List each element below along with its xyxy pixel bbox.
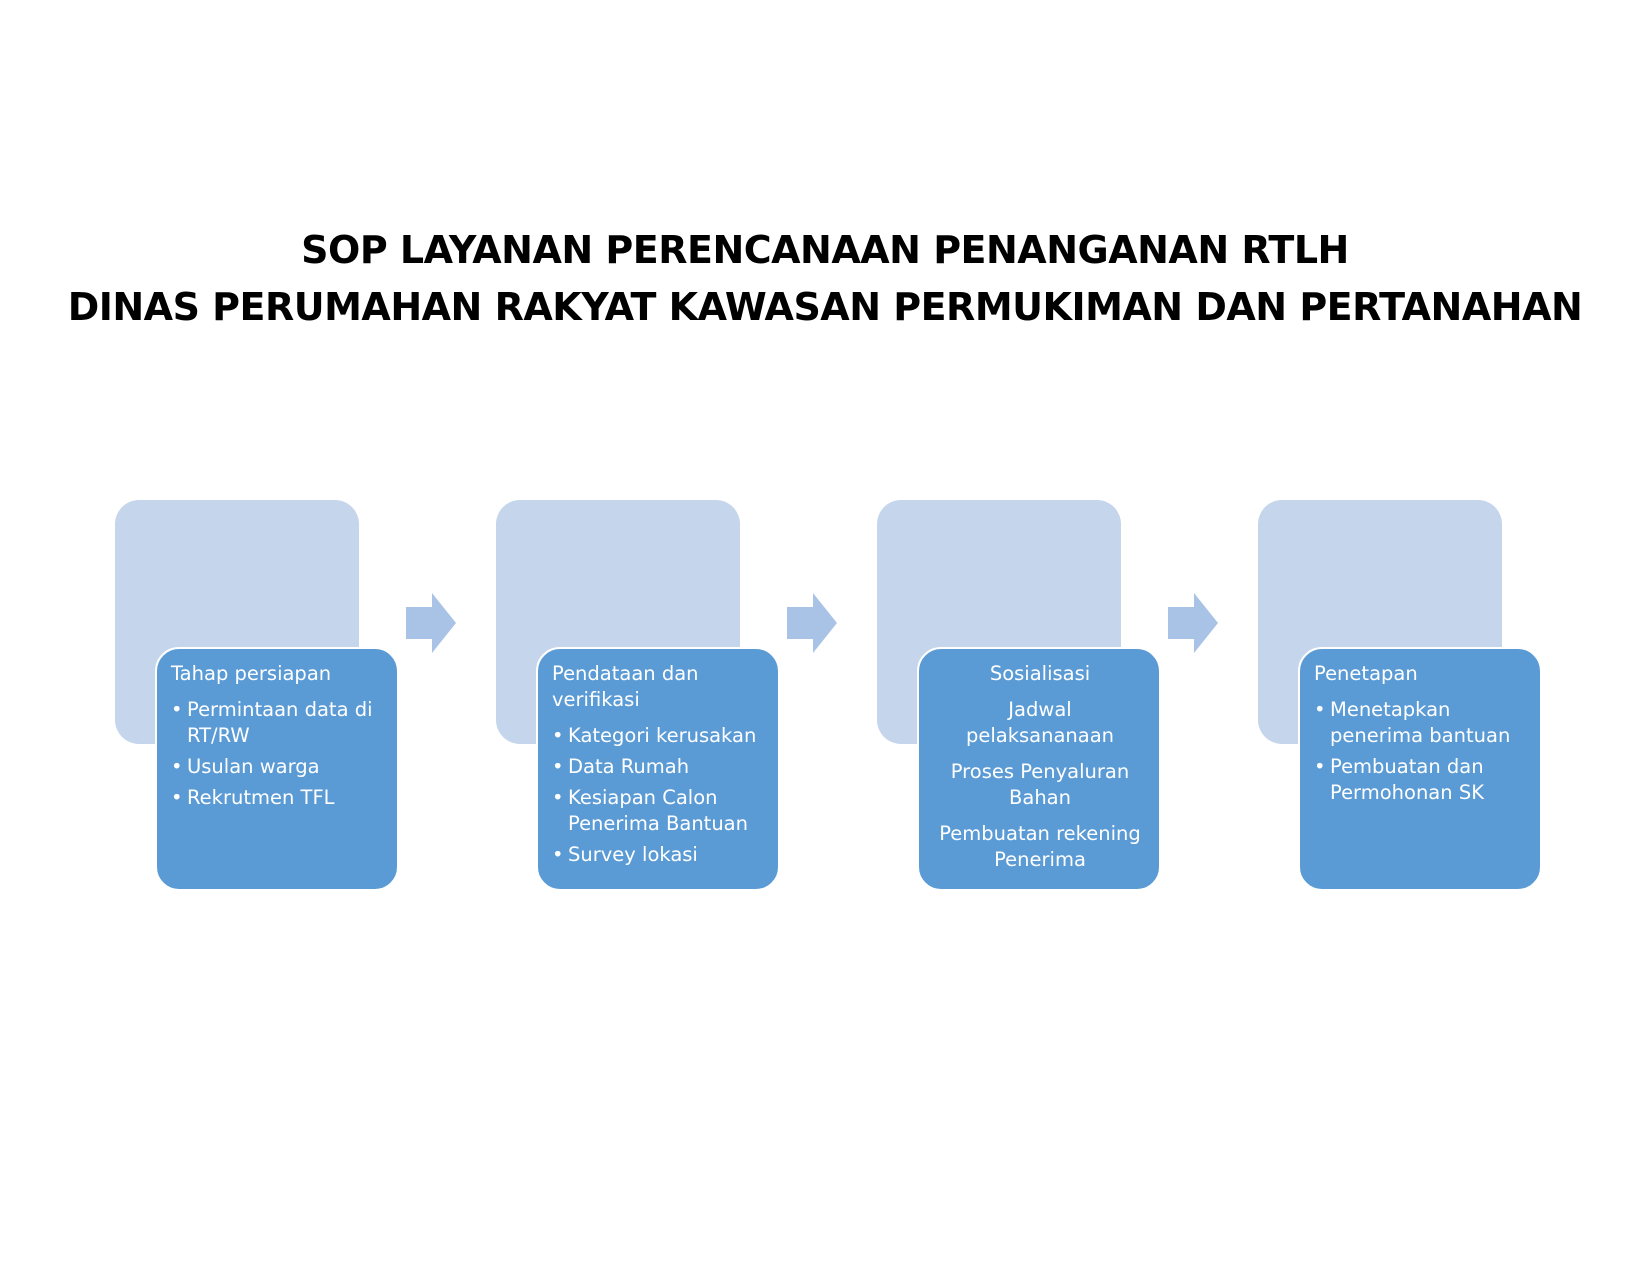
step-4-item: • Menetapkan penerima bantuan xyxy=(1314,697,1528,749)
step-4-item: • Pembuatan dan Permohonan SK xyxy=(1314,754,1528,806)
diagram-title-line-1: SOP LAYANAN PERENCANAAN PENANGANAN RTLH xyxy=(301,228,1349,272)
step-2-list xyxy=(552,723,766,868)
step-3-heading: Sosialisasi xyxy=(989,662,1091,685)
process-step-1 xyxy=(115,500,515,895)
step-1-card xyxy=(155,647,399,891)
step-4-heading: Penetapan xyxy=(1314,662,1418,685)
step-1-item: • Usulan warga xyxy=(171,754,385,780)
step-1-item: • Rekrutmen TFL xyxy=(171,785,385,811)
process-step-2 xyxy=(496,500,896,895)
step-1-heading: Tahap persiapan xyxy=(171,662,332,685)
arrow-right-icon xyxy=(787,593,837,653)
step-3-list xyxy=(933,697,1147,873)
process-step-4 xyxy=(1258,500,1650,895)
arrow-right-icon xyxy=(406,593,456,653)
step-2-item: • Data Rumah xyxy=(552,754,766,780)
diagram-title-line-2: DINAS PERUMAHAN RAKYAT KAWASAN PERMUKIMAN DAN PERTANAHAN xyxy=(67,285,1583,329)
step-1-item: • Permintaan data di RT/RW xyxy=(171,697,385,749)
step-2-card xyxy=(536,647,780,891)
step-2-heading: Pendataan dan verifikasi xyxy=(552,662,699,711)
step-2-item: • Kategori kerusakan xyxy=(552,723,766,749)
process-step-3 xyxy=(877,500,1277,895)
step-4-list xyxy=(1314,697,1528,806)
step-3-item: Proses Penyaluran Bahan xyxy=(950,760,1130,809)
step-2-item: • Kesiapan Calon Penerima Bantuan xyxy=(552,785,766,837)
arrow-right-icon xyxy=(1168,593,1218,653)
step-4-card xyxy=(1298,647,1542,891)
step-1-list xyxy=(171,697,385,811)
step-3-item: Jadwal pelaksananaan xyxy=(965,698,1115,747)
step-3-card xyxy=(917,647,1161,891)
step-3-item: Pembuatan rekening Penerima xyxy=(939,822,1141,871)
step-2-item: • Survey lokasi xyxy=(552,842,766,868)
